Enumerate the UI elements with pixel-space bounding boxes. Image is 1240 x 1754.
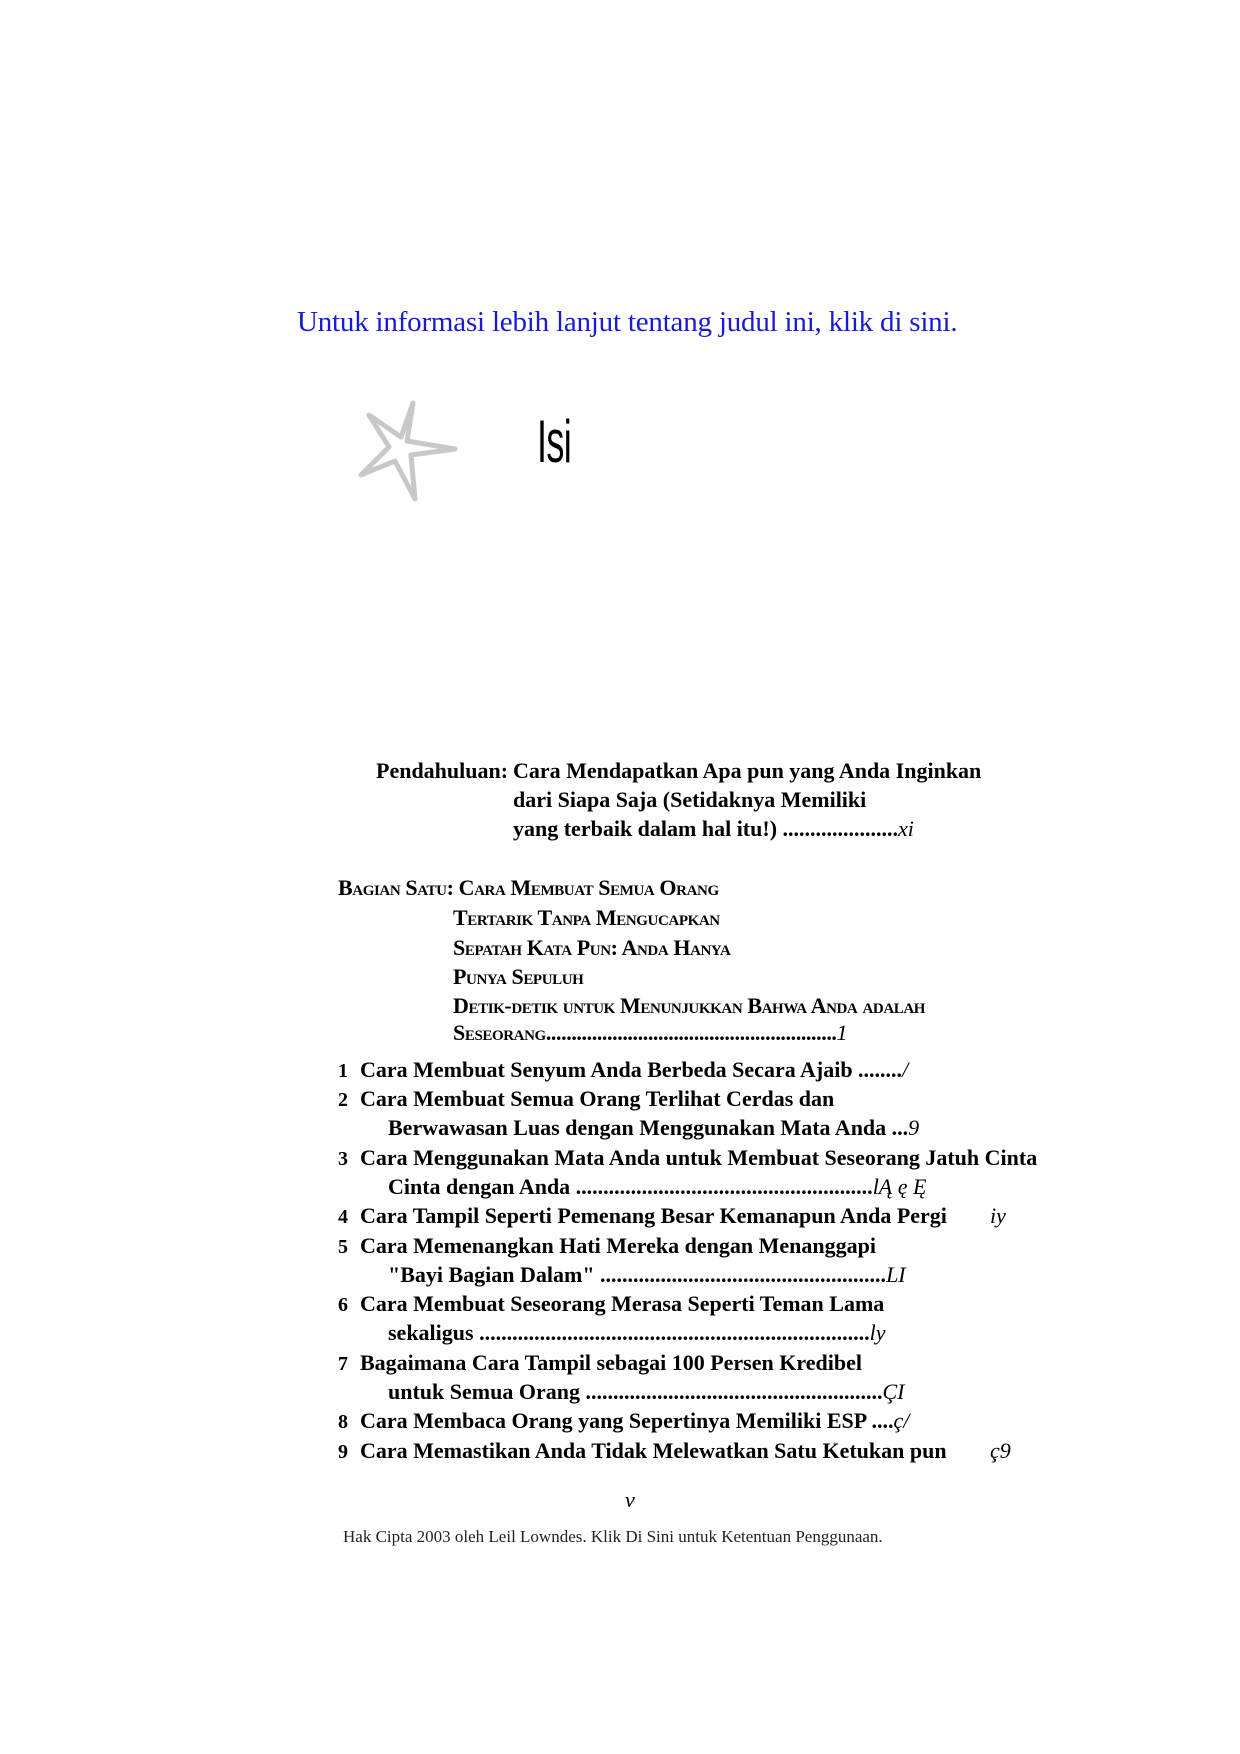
chapter-number: 2 — [338, 1089, 348, 1111]
intro-line-2: dari Siapa Saja (Setidaknya Memiliki — [513, 787, 867, 812]
toc-chapter-3[interactable] — [338, 1145, 1037, 1171]
chapter-number: 7 — [338, 1353, 348, 1375]
chapter-title-line-1: Cara Menggunakan Mata Anda untuk Membuat Seseorang Jatuh Cinta — [360, 1145, 1038, 1170]
chapter-number: 5 — [338, 1236, 348, 1258]
chapter-title-line-1: Cara Membuat Seseorang Merasa Seperti Teman Lama — [360, 1291, 885, 1316]
intro-line-3[interactable] — [513, 816, 914, 842]
star-icon — [355, 395, 465, 505]
chapter-page: lĄ ę Ę — [872, 1174, 927, 1199]
chapter-page: ly — [869, 1320, 886, 1345]
toc-chapter-5-cont[interactable] — [388, 1262, 906, 1288]
part-one-line-2: Tertarik Tanpa Mengucapkan — [453, 905, 720, 930]
chapter-page: 9 — [908, 1115, 920, 1140]
chapter-title-line-1: Cara Membuat Semua Orang Terlihat Cerdas dan — [360, 1086, 835, 1111]
toc-chapter-9-page: ç9 — [990, 1438, 1011, 1463]
chapter-number: 1 — [338, 1060, 348, 1082]
toc-chapter-6[interactable] — [338, 1291, 884, 1317]
chapter-number: 8 — [338, 1411, 348, 1433]
toc-chapter-2-cont[interactable] — [388, 1115, 919, 1141]
toc-chapter-2[interactable] — [338, 1086, 834, 1112]
chapter-title-line-1: Cara Tampil Seperti Pemenang Besar Kemanapun Anda Pergi — [360, 1203, 947, 1228]
page-title: Isi — [537, 408, 572, 475]
chapter-title-line-1: Cara Memastikan Anda Tidak Melewatkan Satu Ketukan pun — [360, 1438, 947, 1463]
toc-chapter-8[interactable] — [338, 1408, 909, 1434]
part-one-line-1: Bagian Satu: Cara Membuat Semua Orang — [338, 875, 719, 900]
toc-chapter-9[interactable] — [338, 1438, 947, 1464]
part-one-line-4: Punya Sepuluh — [453, 964, 584, 989]
chapter-page: ÇI — [882, 1379, 905, 1404]
chapter-number: 3 — [338, 1148, 348, 1170]
part-one-page: 1 — [836, 1020, 848, 1045]
toc-chapter-7-cont[interactable] — [388, 1379, 904, 1405]
chapter-title-line-2: untuk Semua Orang ...................................................... — [388, 1379, 883, 1404]
page-number: v — [625, 1487, 635, 1512]
part-one-line-6[interactable] — [453, 1020, 847, 1046]
copyright-notice-link[interactable]: Hak Cipta 2003 oleh Leil Lowndes. Klik Di Sini untuk Ketentuan Penggunaan. — [343, 1527, 883, 1546]
toc-chapter-4[interactable] — [338, 1203, 947, 1229]
toc-chapter-1[interactable] — [338, 1057, 908, 1083]
more-info-link[interactable]: Untuk informasi lebih lanjut tentang judul ini, klik di sini. — [297, 306, 958, 338]
toc-chapter-4-page: iy — [990, 1203, 1006, 1228]
chapter-title-line-1: Cara Membaca Orang yang Sepertinya Memiliki ESP .... — [360, 1408, 894, 1433]
chapter-title-line-2: Cinta dengan Anda ...................................................... — [388, 1174, 873, 1199]
chapter-title-line-1: Bagaimana Cara Tampil sebagai 100 Persen Kredibel — [360, 1350, 862, 1375]
intro-line-1: Cara Mendapatkan Apa pun yang Anda Inginkan — [513, 758, 982, 783]
toc-chapter-5[interactable] — [338, 1233, 876, 1259]
intro-label: Pendahuluan: — [376, 758, 509, 783]
chapter-title-line-1: Cara Membuat Senyum Anda Berbeda Secara Ajaib ........ — [360, 1057, 903, 1082]
toc-chapter-7[interactable] — [338, 1350, 862, 1376]
part-one-line-3: Sepatah Kata Pun: Anda Hanya — [453, 935, 731, 960]
intro-line-3-text: yang terbaik dalam hal itu!) ..................... — [513, 816, 899, 841]
intro-page: xi — [898, 816, 914, 841]
chapter-title-line-2: "Bayi Bagian Dalam" .................................................... — [388, 1262, 887, 1287]
chapter-title-line-1: Cara Memenangkan Hati Mereka dengan Menanggapi — [360, 1233, 876, 1258]
chapter-page: LI — [886, 1262, 906, 1287]
toc-chapter-6-cont[interactable] — [388, 1320, 885, 1346]
chapter-page: / — [902, 1057, 909, 1082]
toc-chapter-3-cont[interactable] — [388, 1174, 926, 1200]
chapter-page: ç/ — [893, 1408, 910, 1433]
chapter-number: 4 — [338, 1206, 348, 1228]
chapter-number: 9 — [338, 1441, 348, 1463]
part-one-line-5: Detik-detik untuk Menunjukkan Bahwa Anda adalah — [453, 993, 926, 1018]
part-one-line-6-text: Seseorang......................................................... — [453, 1020, 837, 1045]
chapter-number: 6 — [338, 1294, 348, 1316]
chapter-title-line-2: Berwawasan Luas dengan Menggunakan Mata Anda ... — [388, 1115, 909, 1140]
chapter-title-line-2: sekaligus ....................................................................... — [388, 1320, 870, 1345]
